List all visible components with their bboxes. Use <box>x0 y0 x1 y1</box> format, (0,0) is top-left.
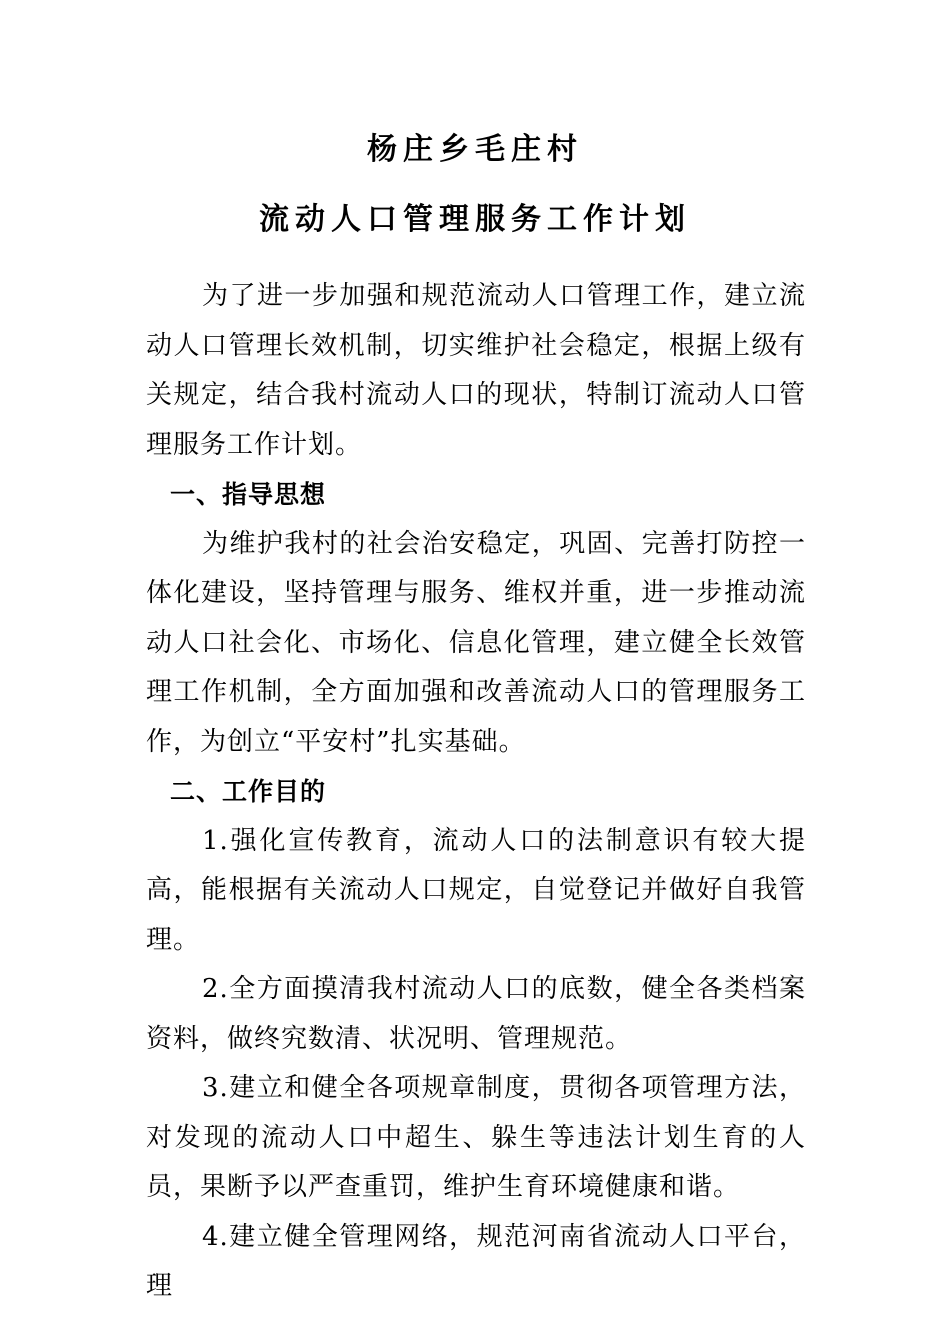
section-heading-guiding-ideology: 一、指导思想 <box>170 480 327 509</box>
section-heading-work-objectives: 二、工作目的 <box>170 777 327 806</box>
objective-item-2: 2.全方面摸清我村流动人口的底数，健全各类档案资料，做终究数清、状况明、管理规范。 <box>146 974 806 1054</box>
guiding-ideology-paragraph: 为维护我村的社会治安稳定，巩固、完善打防控一体化建设，坚持管理与服务、维权并重，进一步推动流动人口社会化、市场化、信息化管理，建立健全长效管理工作机制，全方面加强和改善流动人口的管理服务工作，为创立“平安村”扎实基础。 <box>146 528 806 757</box>
objective-item-1: 1.强化宣传教育，流动人口的法制意识有较大提高，能根据有关流动人口规定，自觉登记并做好自我管理。 <box>146 825 806 955</box>
objective-item-3: 3.建立和健全各项规章制度，贯彻各项管理方法，对发现的流动人口中超生、躲生等违法计划生育的人员，果断予以严查重罚，维护生育环境健康和谐。 <box>146 1073 806 1202</box>
document-title-village: 杨庄乡毛庄村 <box>367 132 583 167</box>
document-body <box>146 272 806 1312</box>
document-title-plan: 流动人口管理服务工作计划 <box>259 202 691 237</box>
objective-item-4: 4.建立健全管理网络，规范河南省流动人口平台，理 <box>146 1221 806 1301</box>
intro-paragraph: 为了进一步加强和规范流动人口管理工作，建立流动人口管理长效机制，切实维护社会稳定，根据上级有关规定，结合我村流动人口的现状，特制订流动人口管理服务工作计划。 <box>146 281 806 460</box>
